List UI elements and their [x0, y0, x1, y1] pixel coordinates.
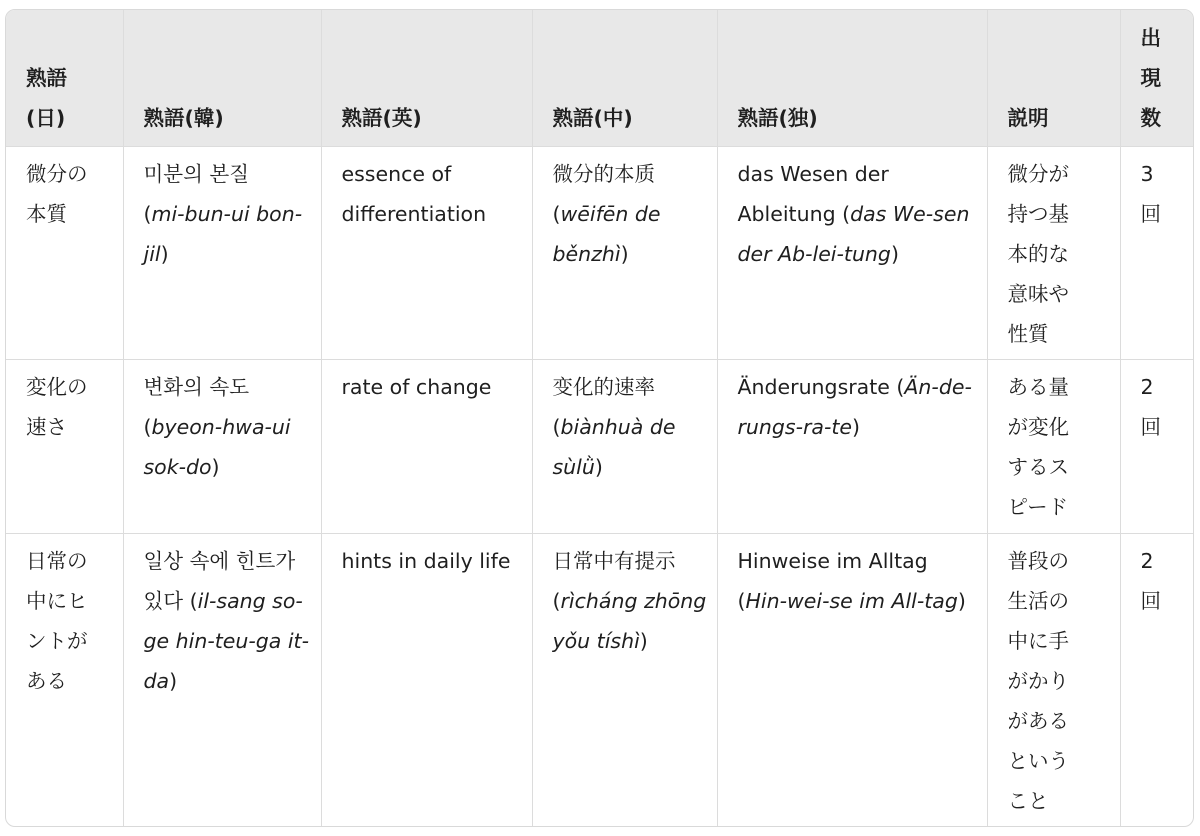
ko-romanization: mi-bun-ui bon-jil	[143, 201, 303, 266]
ko-romanization: il-sang so-ge hin-teu-ga it-da	[143, 588, 309, 693]
table-row	[6, 146, 1193, 359]
zh-pinyin: rìcháng zhōng yǒu tíshì	[552, 588, 707, 653]
cell-desc: 普段の生活の中に手がかりがあるということ	[987, 533, 1120, 827]
table-row	[6, 533, 1193, 827]
cell-ko: 변화의 속도 (byeon-hwa-ui sok-do)	[123, 359, 321, 533]
cell-ja: 微分の本質	[6, 146, 123, 359]
cell-count: 3回	[1120, 146, 1193, 359]
cell-en: rate of change	[321, 359, 532, 533]
header-ja: 熟語(日)	[6, 10, 123, 146]
header-ko: 熟語(韓)	[123, 10, 321, 146]
cell-en: essence of differentiation	[321, 146, 532, 359]
cell-zh: 日常中有提示 (rìcháng zhōng yǒu tíshì)	[532, 533, 717, 827]
table-header-row	[6, 10, 1193, 146]
cell-count: 2回	[1140, 548, 1161, 613]
cell-desc: ある量が変化するスピード	[987, 359, 1120, 533]
header-zh: 熟語(中)	[532, 10, 717, 146]
de-syllables: Hin-wei-se im All-tag	[745, 588, 958, 613]
header-count: 出現数	[1120, 10, 1193, 146]
cell-ja: 日常の中にヒントがある	[6, 533, 123, 827]
cell-zh: 变化的速率 (biànhuà de sùlǜ)	[532, 359, 717, 533]
glossary-table-container	[5, 9, 1194, 827]
cell-de: das Wesen der Ableitung (das We-sen der Ab-lei-tung)	[717, 146, 987, 359]
cell-desc: 微分が持つ基本的な意味や性質	[987, 146, 1120, 359]
table-row	[6, 359, 1193, 533]
ko-romanization: byeon-hwa-ui sok-do	[143, 414, 291, 479]
cell-zh: 微分的本质 (wēifēn de běnzhì)	[532, 146, 717, 359]
zh-pinyin: wēifēn de běnzhì	[552, 201, 661, 266]
cell-count: 2回	[1120, 359, 1193, 533]
cell-de: Änderungsrate (Än-de-rungs-ra-te)	[717, 359, 987, 533]
cell-ko: 일상 속에 힌트가 있다 (il-sang so-ge hin-teu-ga it-da)	[123, 533, 321, 827]
header-desc: 説明	[987, 10, 1120, 146]
cell-en: hints in daily life	[321, 533, 532, 827]
cell-ko: 미분의 본질 (mi-bun-ui bon-jil)	[123, 146, 321, 359]
glossary-table	[6, 10, 1193, 827]
header-de: 熟語(独)	[717, 10, 987, 146]
zh-pinyin: biànhuà de sùlǜ	[552, 414, 676, 479]
cell-ja: 変化の速さ	[6, 359, 123, 533]
header-en: 熟語(英)	[321, 10, 532, 146]
de-syllables: Än-de-rungs-ra-te	[737, 374, 972, 439]
cell-de: Hinweise im Alltag (Hin-wei-se im All-tag)	[717, 533, 987, 827]
de-syllables: das We-sen der Ab-lei-tung	[737, 201, 970, 266]
